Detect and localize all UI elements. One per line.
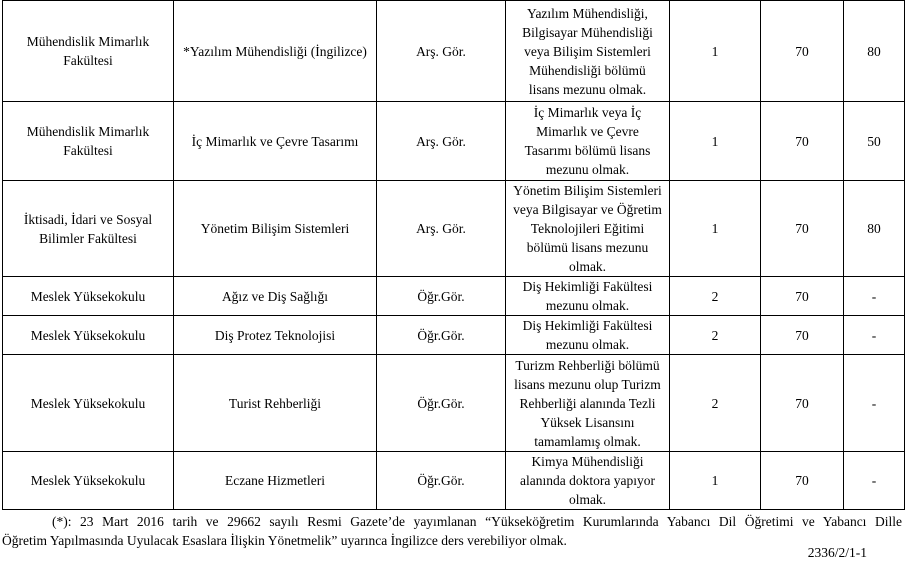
language-cell: - — [844, 355, 905, 452]
ales-cell: 70 — [761, 277, 844, 316]
requirement-cell — [506, 452, 670, 510]
requirement-cell — [506, 355, 670, 452]
faculty-cell: Meslek Yüksekokulu — [3, 452, 174, 510]
requirement-text: Yönetim Bilişim Sistemleri veya Bilgisayar ve Öğretim Teknolojileri Eğitimi bölümü lisans mezunu olmak. — [513, 183, 662, 274]
program-cell: Yönetim Bilişim Sistemleri — [174, 181, 377, 277]
faculty-cell: İktisadi, İdari ve Sosyal Bilimler Fakültesi — [3, 181, 174, 277]
title-cell: Öğr.Gör. — [377, 452, 506, 510]
title-cell: Arş. Gör. — [377, 1, 506, 102]
ales-cell: 70 — [761, 181, 844, 277]
ales-cell: 70 — [761, 102, 844, 181]
footnote-line-2: Öğretim Yapılmasında Uyulacak Esaslara İlişkin Yönetmelik” uyarınca İngilizce ders verebiliyor olmak. — [2, 533, 567, 548]
program-cell: Eczane Hizmetleri — [174, 452, 377, 510]
table-row — [3, 102, 905, 181]
requirement-text: Diş Hekimliği Fakültesi mezunu olmak. — [522, 279, 653, 313]
faculty-cell: Mühendislik Mimarlık Fakültesi — [3, 1, 174, 102]
quota-cell: 2 — [670, 277, 761, 316]
document-reference-number: 2336/2/1-1 — [807, 545, 867, 560]
language-cell: 50 — [844, 102, 905, 181]
program-cell: İç Mimarlık ve Çevre Tasarımı — [174, 102, 377, 181]
requirement-cell — [506, 1, 670, 102]
ales-cell: 70 — [761, 355, 844, 452]
language-cell: 80 — [844, 181, 905, 277]
table-row — [3, 1, 905, 102]
program-cell: Diş Protez Teknolojisi — [174, 316, 377, 355]
requirement-text: İç Mimarlık veya İç Mimarlık ve Çevre Tasarımı bölümü lisans mezunu olmak. — [524, 105, 651, 177]
requirement-cell — [506, 181, 670, 277]
table-row — [3, 181, 905, 277]
requirement-text: Diş Hekimliği Fakültesi mezunu olmak. — [522, 318, 653, 352]
title-cell: Arş. Gör. — [377, 181, 506, 277]
quota-cell: 2 — [670, 355, 761, 452]
positions-table — [2, 0, 905, 510]
title-cell: Arş. Gör. — [377, 102, 506, 181]
faculty-cell: Mühendislik Mimarlık Fakültesi — [3, 102, 174, 181]
faculty-cell: Meslek Yüksekokulu — [3, 355, 174, 452]
faculty-cell: Meslek Yüksekokulu — [3, 277, 174, 316]
quota-cell: 1 — [670, 181, 761, 277]
program-cell: Ağız ve Diş Sağlığı — [174, 277, 377, 316]
footnote-line-1: (*): 23 Mart 2016 tarih ve 29662 sayılı Resmi Gazete’de yayımlanan “Yükseköğretim Kurumlarında Yabancı Dil Öğretimi ve Yabancı Dille — [52, 514, 902, 529]
table-row — [3, 316, 905, 355]
ales-cell: 70 — [761, 316, 844, 355]
quota-cell: 1 — [670, 102, 761, 181]
program-cell: Turist Rehberliği — [174, 355, 377, 452]
requirement-text: Yazılım Mühendisliği, Bilgisayar Mühendisliği veya Bilişim Sistemleri Mühendisliği bölümü lisans mezunu olmak. — [522, 5, 653, 97]
quota-cell: 2 — [670, 316, 761, 355]
title-cell: Öğr.Gör. — [377, 355, 506, 452]
program-cell: *Yazılım Mühendisliği (İngilizce) — [174, 1, 377, 102]
requirement-text: Kimya Mühendisliği alanında doktora yapıyor olmak. — [520, 454, 655, 507]
footnote — [2, 512, 902, 550]
table-row — [3, 355, 905, 452]
table-row — [3, 277, 905, 316]
quota-cell: 1 — [670, 452, 761, 510]
language-cell: 80 — [844, 1, 905, 102]
ales-cell: 70 — [761, 452, 844, 510]
ales-cell: 70 — [761, 1, 844, 102]
faculty-cell: Meslek Yüksekokulu — [3, 316, 174, 355]
requirement-text: Turizm Rehberliği bölümü lisans mezunu olup Turizm Rehberliği alanında Tezli Yüksek Lisansını tamamlamış olmak. — [514, 357, 661, 449]
table-row — [3, 452, 905, 510]
quota-cell: 1 — [670, 1, 761, 102]
language-cell: - — [844, 277, 905, 316]
language-cell: - — [844, 316, 905, 355]
title-cell: Öğr.Gör. — [377, 316, 506, 355]
requirement-cell — [506, 102, 670, 181]
title-cell: Öğr.Gör. — [377, 277, 506, 316]
language-cell: - — [844, 452, 905, 510]
requirement-cell — [506, 277, 670, 316]
requirement-cell — [506, 316, 670, 355]
